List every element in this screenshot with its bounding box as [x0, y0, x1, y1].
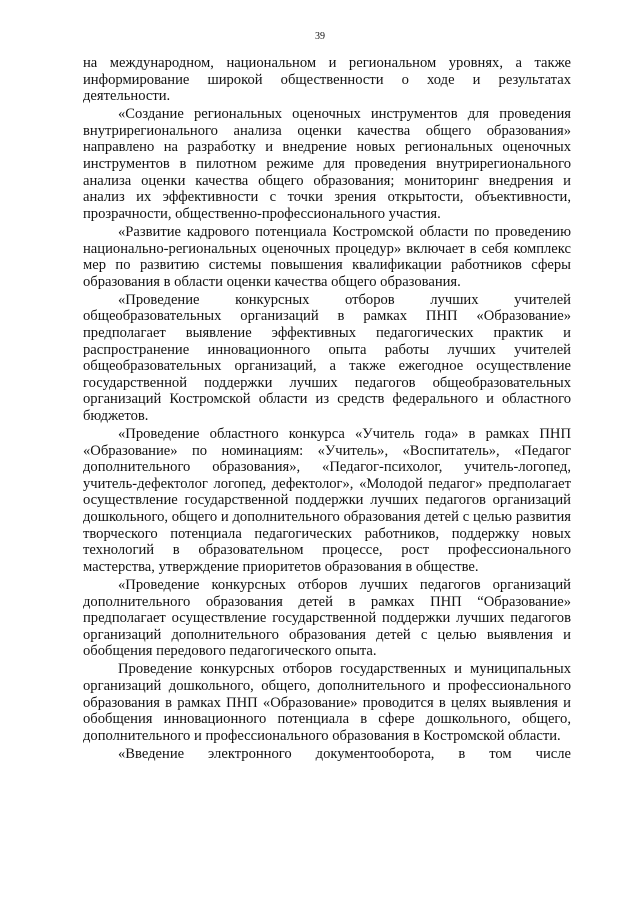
paragraph-regional-assessment-tools: «Создание региональных оценочных инструментов для проведения внутрирегионального анализа оценки качества общего образования» направлено на разработку и внедрение новых региональных оценочных инструментов в пилотном режиме для проведения внутрирегионального анализа оценки качества общего образования; мониторинг внедрения и анализ их эффективности с точки зрения открытости, объективности, прозрачности, общественно-профессионального участия. [83, 106, 571, 222]
paragraph-electronic-document-flow: «Введение электронного документооборота, в том числе [118, 745, 571, 762]
paragraph-teacher-of-the-year: «Проведение областного конкурса «Учитель года» в рамках ПНП «Образование» по номинациям: «Учитель», «Воспитатель», «Педагог дополнительного образования», «Педагог-психолог, учитель-логопед, учитель-дефектолог логопед, дефектолог», «Молодой педагог» предполагает осуществление государственной поддержки лучших педагогов организаций дошкольного, общего и дополнительного образования детей с целью развития творческого потенциала педагогических работников, поддержку новых технологий в образовательном процессе, рост профессионального мастерства, утверждение приоритетов образования в обществе. [83, 426, 571, 575]
page-number: 39 [315, 31, 325, 42]
document-body [83, 55, 571, 764]
paragraph-best-teachers-contest: «Проведение конкурсных отборов лучших учителей общеобразовательных организаций в рамках ПНП «Образование» предполагает выявление эффективных педагогических практик и распространение инновационного опыта работы лучших учителей общеобразовательных организаций, а также ежегодное осуществление государственной поддержки лучших педагогов общеобразовательных организаций Костромской области из средств федерального и областного бюджетов. [83, 291, 571, 424]
paragraph-continuation: на международном, национальном и региональном уровнях, а также информирование широкой общественности о ходе и результатах деятельности. [83, 55, 571, 105]
paragraph-organizations-contest: Проведение конкурсных отборов государственных и муниципальных организаций дошкольного, общего, дополнительного и профессионального образования в рамках ПНП «Образование» проводится в целях выявления и обобщения инновационного потенциала в сфере дошкольного, общего, дополнительного и профессионального образования в Костромской области. [83, 661, 571, 744]
paragraph-staff-potential: «Развитие кадрового потенциала Костромской области по проведению национально-региональных оценочных процедур» включает в себя комплекс мер по развитию системы повышения квалификации работников сферы образования в области оценки качества общего образования. [83, 223, 571, 290]
paragraph-additional-education-teachers: «Проведение конкурсных отборов лучших педагогов организаций дополнительного образования детей в рамках ПНП “Образование» предполагает осуществление государственной поддержки лучших педагогов организаций дополнительного образования детей с целью выявления и обобщения передового педагогического опыта. [83, 576, 571, 660]
